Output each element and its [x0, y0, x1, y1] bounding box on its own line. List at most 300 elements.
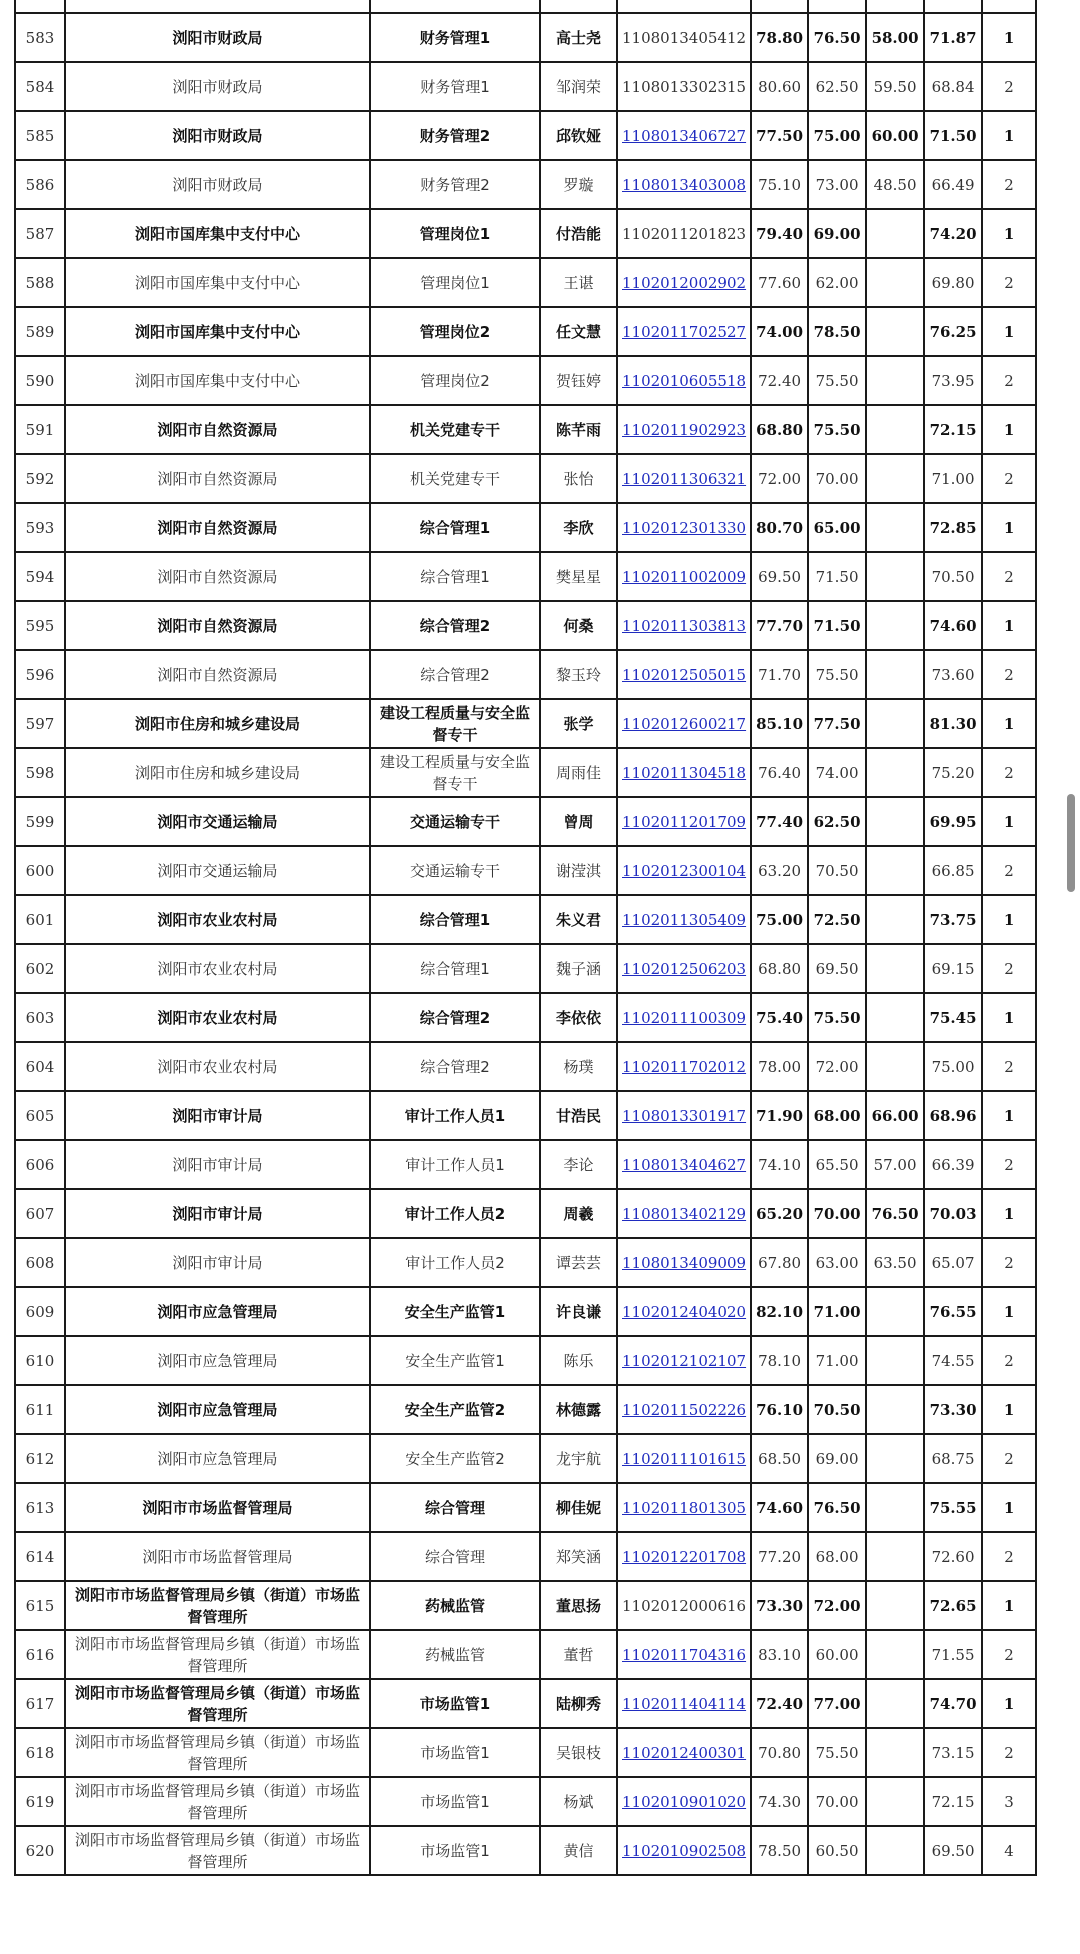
exam-id-cell[interactable]	[617, 356, 751, 405]
score-2-cell: 65.00	[808, 503, 866, 552]
total-score-cell: 71.55	[924, 1630, 982, 1679]
candidate-name-cell: 任文慧	[540, 307, 617, 356]
position-cell: 交通运输专干	[370, 797, 540, 846]
score-2-cell: 62.50	[808, 797, 866, 846]
unit-cell: 浏阳市国库集中支付中心	[65, 307, 370, 356]
score-2-cell: 68.00	[808, 1091, 866, 1140]
position-cell: 财务管理1	[370, 13, 540, 62]
exam-id-link[interactable]: 1102011702527	[622, 322, 747, 341]
row-number-cell: 586	[15, 160, 65, 209]
total-score-cell: 68.75	[924, 1434, 982, 1483]
rank-cell: 2	[982, 1728, 1036, 1777]
row-number-cell: 610	[15, 1336, 65, 1385]
row-number-cell: 602	[15, 944, 65, 993]
unit-cell: 浏阳市市场监督管理局乡镇（街道）市场监督管理所	[65, 1679, 370, 1728]
row-number-cell: 616	[15, 1630, 65, 1679]
table-cell	[751, 0, 808, 13]
table-row	[15, 1679, 1036, 1728]
total-score-cell: 72.65	[924, 1581, 982, 1630]
score-2-cell: 78.50	[808, 307, 866, 356]
exam-id-link[interactable]: 1102011101615	[622, 1449, 747, 1468]
candidate-name-cell: 吴银枝	[540, 1728, 617, 1777]
score-2-cell: 75.50	[808, 356, 866, 405]
score-1-cell: 77.60	[751, 258, 808, 307]
total-score-cell: 75.45	[924, 993, 982, 1042]
score-3-cell	[866, 356, 924, 405]
exam-id-cell[interactable]	[617, 748, 751, 797]
unit-cell: 浏阳市国库集中支付中心	[65, 209, 370, 258]
exam-id-cell	[617, 62, 751, 111]
exam-id-link[interactable]: 1108013404627	[622, 1155, 747, 1174]
rank-cell: 1	[982, 1679, 1036, 1728]
table-row	[15, 62, 1036, 111]
score-1-cell: 72.00	[751, 454, 808, 503]
rank-cell: 1	[982, 307, 1036, 356]
position-cell: 药械监管	[370, 1630, 540, 1679]
exam-id-link[interactable]: 1102012600217	[622, 714, 747, 733]
exam-id-cell[interactable]	[617, 1826, 751, 1875]
score-1-cell: 78.80	[751, 13, 808, 62]
row-number-cell: 592	[15, 454, 65, 503]
exam-id-cell[interactable]	[617, 1091, 751, 1140]
score-1-cell: 75.40	[751, 993, 808, 1042]
exam-id-link[interactable]: 1102010901020	[622, 1792, 747, 1811]
unit-cell: 浏阳市市场监督管理局乡镇（街道）市场监督管理所	[65, 1777, 370, 1826]
unit-cell: 浏阳市财政局	[65, 160, 370, 209]
unit-cell: 浏阳市住房和城乡建设局	[65, 748, 370, 797]
total-score-cell: 69.15	[924, 944, 982, 993]
score-2-cell: 63.00	[808, 1238, 866, 1287]
unit-cell: 浏阳市审计局	[65, 1140, 370, 1189]
rank-cell: 2	[982, 1238, 1036, 1287]
score-2-cell: 62.00	[808, 258, 866, 307]
row-number-cell: 589	[15, 307, 65, 356]
exam-id-cell[interactable]	[617, 1189, 751, 1238]
unit-cell: 浏阳市交通运输局	[65, 797, 370, 846]
score-3-cell	[866, 405, 924, 454]
score-3-cell	[866, 1728, 924, 1777]
exam-id-cell[interactable]	[617, 895, 751, 944]
exam-id-link[interactable]: 1108013406727	[622, 126, 747, 145]
score-2-cell: 70.00	[808, 1189, 866, 1238]
exam-id-link[interactable]: 1102011801305	[622, 1498, 747, 1517]
exam-id-cell[interactable]	[617, 1728, 751, 1777]
exam-id-link[interactable]: 1108013403008	[622, 175, 747, 194]
score-2-cell: 62.50	[808, 62, 866, 111]
score-2-cell: 73.00	[808, 160, 866, 209]
exam-id-link[interactable]: 1102011002009	[622, 567, 747, 586]
exam-id-link[interactable]: 1102011404114	[622, 1694, 747, 1713]
score-1-cell: 74.10	[751, 1140, 808, 1189]
exam-id-link[interactable]: 1102012400301	[622, 1743, 747, 1762]
total-score-cell: 72.85	[924, 503, 982, 552]
score-3-cell: 60.00	[866, 111, 924, 160]
exam-id-cell[interactable]	[617, 1385, 751, 1434]
table-row	[15, 1532, 1036, 1581]
position-cell: 审计工作人员2	[370, 1238, 540, 1287]
unit-cell: 浏阳市农业农村局	[65, 993, 370, 1042]
position-cell: 安全生产监管1	[370, 1336, 540, 1385]
score-2-cell: 70.50	[808, 1385, 866, 1434]
score-1-cell: 85.10	[751, 699, 808, 748]
score-2-cell: 72.50	[808, 895, 866, 944]
exam-id-cell[interactable]	[617, 160, 751, 209]
score-2-cell: 70.00	[808, 1777, 866, 1826]
total-score-cell: 69.50	[924, 1826, 982, 1875]
table-row	[15, 258, 1036, 307]
row-number-cell: 593	[15, 503, 65, 552]
exam-id-cell[interactable]	[617, 1336, 751, 1385]
exam-id-link[interactable]: 1102012301330	[622, 518, 747, 537]
table-row	[15, 944, 1036, 993]
rank-cell: 4	[982, 1826, 1036, 1875]
exam-id-cell[interactable]	[617, 1532, 751, 1581]
exam-id-link[interactable]: 1108013409009	[622, 1253, 747, 1272]
score-3-cell	[866, 1581, 924, 1630]
exam-id-cell[interactable]	[617, 307, 751, 356]
unit-cell: 浏阳市市场监督管理局	[65, 1483, 370, 1532]
rank-cell: 1	[982, 895, 1036, 944]
rank-cell: 2	[982, 1042, 1036, 1091]
score-2-cell: 70.50	[808, 846, 866, 895]
score-1-cell: 65.20	[751, 1189, 808, 1238]
candidate-name-cell: 罗璇	[540, 160, 617, 209]
position-cell: 市场监管1	[370, 1826, 540, 1875]
total-score-cell: 66.39	[924, 1140, 982, 1189]
row-number-cell: 591	[15, 405, 65, 454]
rank-cell: 2	[982, 1140, 1036, 1189]
exam-id-link[interactable]: 1102012506203	[622, 959, 747, 978]
position-cell: 药械监管	[370, 1581, 540, 1630]
exam-id-cell[interactable]	[617, 1679, 751, 1728]
table-cell	[808, 0, 866, 13]
rank-cell: 1	[982, 503, 1036, 552]
score-1-cell: 69.50	[751, 552, 808, 601]
candidate-name-cell: 李欣	[540, 503, 617, 552]
score-2-cell: 74.00	[808, 748, 866, 797]
rank-cell: 2	[982, 846, 1036, 895]
score-2-cell: 69.00	[808, 1434, 866, 1483]
rank-cell: 1	[982, 1483, 1036, 1532]
total-score-cell: 81.30	[924, 699, 982, 748]
exam-id-cell[interactable]	[617, 1140, 751, 1189]
candidate-name-cell: 陈乐	[540, 1336, 617, 1385]
score-3-cell	[866, 1630, 924, 1679]
exam-id-cell[interactable]	[617, 405, 751, 454]
row-number-cell: 612	[15, 1434, 65, 1483]
exam-id-cell[interactable]	[617, 111, 751, 160]
exam-id-link[interactable]: 1108013402129	[622, 1204, 747, 1223]
exam-id-cell[interactable]	[617, 1042, 751, 1091]
score-2-cell: 69.50	[808, 944, 866, 993]
exam-id-cell[interactable]	[617, 797, 751, 846]
row-number-cell: 600	[15, 846, 65, 895]
exam-id-cell[interactable]	[617, 1777, 751, 1826]
candidate-name-cell: 张怡	[540, 454, 617, 503]
position-cell: 综合管理2	[370, 650, 540, 699]
rank-cell: 2	[982, 454, 1036, 503]
table-row	[15, 1483, 1036, 1532]
position-cell: 综合管理	[370, 1532, 540, 1581]
exam-id-link[interactable]: 1102012201708	[622, 1547, 747, 1566]
exam-id-cell[interactable]	[617, 454, 751, 503]
exam-id-link[interactable]: 1102012102107	[622, 1351, 747, 1370]
row-number-cell: 619	[15, 1777, 65, 1826]
exam-id-link[interactable]: 1102011704316	[622, 1645, 747, 1664]
exam-id-cell[interactable]	[617, 846, 751, 895]
score-3-cell	[866, 846, 924, 895]
score-3-cell: 76.50	[866, 1189, 924, 1238]
position-cell: 市场监管1	[370, 1728, 540, 1777]
exam-id-cell[interactable]	[617, 1287, 751, 1336]
rank-cell: 2	[982, 1630, 1036, 1679]
position-cell: 管理岗位1	[370, 258, 540, 307]
exam-id-link[interactable]: 1102012404020	[622, 1302, 747, 1321]
total-score-cell: 73.60	[924, 650, 982, 699]
score-3-cell	[866, 307, 924, 356]
position-cell: 财务管理1	[370, 62, 540, 111]
position-cell: 审计工作人员1	[370, 1140, 540, 1189]
unit-cell: 浏阳市财政局	[65, 62, 370, 111]
exam-id-cell[interactable]	[617, 1434, 751, 1483]
table-row	[15, 601, 1036, 650]
row-number-cell: 603	[15, 993, 65, 1042]
exam-id-cell[interactable]	[617, 650, 751, 699]
row-number-cell: 607	[15, 1189, 65, 1238]
score-1-cell: 80.60	[751, 62, 808, 111]
score-3-cell: 59.50	[866, 62, 924, 111]
total-score-cell: 73.15	[924, 1728, 982, 1777]
score-3-cell	[866, 1336, 924, 1385]
table-row	[15, 1728, 1036, 1777]
score-1-cell: 83.10	[751, 1630, 808, 1679]
table-row	[15, 209, 1036, 258]
exam-id-link[interactable]: 1102011702012	[622, 1057, 747, 1076]
score-2-cell: 68.00	[808, 1532, 866, 1581]
table-row	[15, 1777, 1036, 1826]
table-row	[15, 1336, 1036, 1385]
total-score-cell: 66.49	[924, 160, 982, 209]
candidate-name-cell: 王谌	[540, 258, 617, 307]
score-2-cell: 71.00	[808, 1336, 866, 1385]
table-row	[15, 111, 1036, 160]
exam-id-cell[interactable]	[617, 503, 751, 552]
table-row	[15, 650, 1036, 699]
score-3-cell: 66.00	[866, 1091, 924, 1140]
score-1-cell: 68.80	[751, 944, 808, 993]
score-1-cell: 78.00	[751, 1042, 808, 1091]
row-number-cell: 606	[15, 1140, 65, 1189]
total-score-cell: 72.15	[924, 1777, 982, 1826]
score-3-cell	[866, 1532, 924, 1581]
score-2-cell: 65.50	[808, 1140, 866, 1189]
total-score-cell: 74.60	[924, 601, 982, 650]
score-3-cell	[866, 503, 924, 552]
score-2-cell: 75.00	[808, 111, 866, 160]
scrollbar-thumb[interactable]	[1067, 794, 1075, 892]
score-2-cell: 60.50	[808, 1826, 866, 1875]
exam-id-cell[interactable]	[617, 1238, 751, 1287]
exam-id-link[interactable]: 1102011305409	[622, 910, 747, 929]
exam-id-text: 1102011201823	[622, 224, 747, 243]
unit-cell: 浏阳市农业农村局	[65, 944, 370, 993]
exam-id-cell[interactable]	[617, 1630, 751, 1679]
table-row	[15, 13, 1036, 62]
score-1-cell: 77.20	[751, 1532, 808, 1581]
table-row	[15, 1434, 1036, 1483]
row-number-cell: 614	[15, 1532, 65, 1581]
table-row	[15, 797, 1036, 846]
table-row	[15, 405, 1036, 454]
exam-id-link[interactable]: 1102011303813	[622, 616, 747, 635]
candidate-name-cell: 张学	[540, 699, 617, 748]
total-score-cell: 74.70	[924, 1679, 982, 1728]
unit-cell: 浏阳市农业农村局	[65, 1042, 370, 1091]
score-1-cell: 68.50	[751, 1434, 808, 1483]
row-number-cell: 613	[15, 1483, 65, 1532]
candidate-name-cell: 许良谦	[540, 1287, 617, 1336]
unit-cell: 浏阳市自然资源局	[65, 552, 370, 601]
score-3-cell	[866, 1826, 924, 1875]
position-cell: 审计工作人员2	[370, 1189, 540, 1238]
row-number-cell: 598	[15, 748, 65, 797]
unit-cell: 浏阳市审计局	[65, 1091, 370, 1140]
position-cell: 安全生产监管2	[370, 1385, 540, 1434]
exam-id-cell[interactable]	[617, 993, 751, 1042]
exam-id-link[interactable]: 1102011201709	[622, 812, 747, 831]
score-3-cell	[866, 258, 924, 307]
table-row	[15, 1238, 1036, 1287]
row-number-cell: 583	[15, 13, 65, 62]
table-row	[15, 160, 1036, 209]
exam-id-cell[interactable]	[617, 601, 751, 650]
rank-cell: 2	[982, 62, 1036, 111]
exam-id-cell	[617, 1581, 751, 1630]
score-3-cell	[866, 944, 924, 993]
score-3-cell	[866, 699, 924, 748]
table-row	[15, 503, 1036, 552]
score-2-cell: 71.50	[808, 601, 866, 650]
exam-id-cell[interactable]	[617, 258, 751, 307]
score-3-cell	[866, 601, 924, 650]
exam-id-cell[interactable]	[617, 944, 751, 993]
candidate-name-cell: 郑笑涵	[540, 1532, 617, 1581]
exam-id-link[interactable]: 1102010902508	[622, 1841, 747, 1860]
position-cell: 综合管理2	[370, 601, 540, 650]
table-row	[15, 699, 1036, 748]
candidate-name-cell: 周羲	[540, 1189, 617, 1238]
score-1-cell: 75.00	[751, 895, 808, 944]
unit-cell: 浏阳市市场监督管理局乡镇（街道）市场监督管理所	[65, 1630, 370, 1679]
rank-cell: 1	[982, 797, 1036, 846]
exam-id-link[interactable]: 1102012300104	[622, 861, 747, 880]
position-cell: 市场监管1	[370, 1777, 540, 1826]
row-number-cell: 597	[15, 699, 65, 748]
total-score-cell: 68.96	[924, 1091, 982, 1140]
exam-id-link[interactable]: 1102011306321	[622, 469, 747, 488]
table-cell	[370, 0, 540, 13]
score-1-cell: 68.80	[751, 405, 808, 454]
position-cell: 安全生产监管2	[370, 1434, 540, 1483]
exam-id-link[interactable]: 1102011502226	[622, 1400, 747, 1419]
row-number-cell: 615	[15, 1581, 65, 1630]
score-1-cell: 63.20	[751, 846, 808, 895]
rank-cell: 2	[982, 160, 1036, 209]
candidate-name-cell: 贺钰婷	[540, 356, 617, 405]
exam-id-link[interactable]: 1102012505015	[622, 665, 747, 684]
rank-cell: 2	[982, 1336, 1036, 1385]
exam-id-text: 1102012000616	[622, 1596, 747, 1615]
candidate-name-cell: 龙宇航	[540, 1434, 617, 1483]
exam-id-link[interactable]: 1102010605518	[622, 371, 747, 390]
score-3-cell: 57.00	[866, 1140, 924, 1189]
score-1-cell: 76.10	[751, 1385, 808, 1434]
table-row	[15, 1385, 1036, 1434]
score-1-cell: 77.50	[751, 111, 808, 160]
total-score-cell: 72.15	[924, 405, 982, 454]
table-cell	[65, 0, 370, 13]
unit-cell: 浏阳市农业农村局	[65, 895, 370, 944]
rank-cell: 2	[982, 1434, 1036, 1483]
rank-cell: 2	[982, 748, 1036, 797]
exam-id-cell[interactable]	[617, 1483, 751, 1532]
score-1-cell: 71.70	[751, 650, 808, 699]
total-score-cell: 72.60	[924, 1532, 982, 1581]
score-1-cell: 78.50	[751, 1826, 808, 1875]
rank-cell: 1	[982, 405, 1036, 454]
table-row	[15, 846, 1036, 895]
exam-id-link[interactable]: 1108013301917	[622, 1106, 747, 1125]
exam-id-cell[interactable]	[617, 552, 751, 601]
exam-id-link[interactable]: 1102011304518	[622, 763, 747, 782]
table-row-partial	[15, 0, 1036, 13]
candidate-name-cell: 何桑	[540, 601, 617, 650]
candidate-name-cell: 陆柳秀	[540, 1679, 617, 1728]
exam-id-cell[interactable]	[617, 699, 751, 748]
exam-id-link[interactable]: 1102011100309	[622, 1008, 747, 1027]
position-cell: 机关党建专干	[370, 454, 540, 503]
score-3-cell: 58.00	[866, 13, 924, 62]
score-2-cell: 75.50	[808, 993, 866, 1042]
score-1-cell: 74.60	[751, 1483, 808, 1532]
candidate-name-cell: 邹润荣	[540, 62, 617, 111]
rank-cell: 2	[982, 552, 1036, 601]
unit-cell: 浏阳市自然资源局	[65, 454, 370, 503]
score-3-cell: 63.50	[866, 1238, 924, 1287]
candidate-name-cell: 付浩能	[540, 209, 617, 258]
score-3-cell	[866, 454, 924, 503]
score-1-cell: 73.30	[751, 1581, 808, 1630]
total-score-cell: 71.50	[924, 111, 982, 160]
exam-id-text: 1108013405412	[622, 28, 747, 47]
candidate-name-cell: 黎玉玲	[540, 650, 617, 699]
total-score-cell: 74.55	[924, 1336, 982, 1385]
total-score-cell: 73.75	[924, 895, 982, 944]
exam-id-link[interactable]: 1102011902923	[622, 420, 747, 439]
total-score-cell: 71.87	[924, 13, 982, 62]
score-3-cell	[866, 1287, 924, 1336]
row-number-cell: 618	[15, 1728, 65, 1777]
position-cell: 综合管理2	[370, 1042, 540, 1091]
candidate-name-cell: 谢滢淇	[540, 846, 617, 895]
table-cell	[982, 0, 1036, 13]
score-3-cell: 48.50	[866, 160, 924, 209]
score-1-cell: 74.30	[751, 1777, 808, 1826]
exam-id-link[interactable]: 1102012002902	[622, 273, 747, 292]
position-cell: 综合管理2	[370, 993, 540, 1042]
score-2-cell: 70.00	[808, 454, 866, 503]
unit-cell: 浏阳市审计局	[65, 1238, 370, 1287]
